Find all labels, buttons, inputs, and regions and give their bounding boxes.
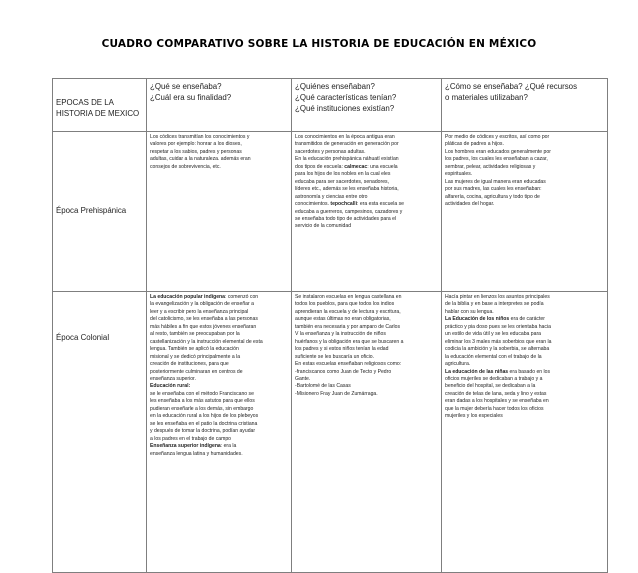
cell-line: Los hombres eran educados generalmente por (445, 148, 551, 155)
cell-line: Gante. (295, 375, 311, 382)
cell-line: hablar con su lengua. (445, 308, 494, 315)
what-cell (147, 292, 292, 573)
header-what-line: ¿Qué se enseñaba? (150, 82, 222, 91)
cell-line: se enseñaba todo tipo de actividades para el (295, 215, 397, 222)
cell-line: educaba para ser sacerdotes, senadores, (295, 178, 390, 185)
cell-line: Los códices transmitían los conocimientos y (150, 134, 250, 140)
cell-line: castellanización y la instrucción elemental de esta (150, 338, 263, 345)
cell-line: se le enseñaba con el método Franciscano se (150, 390, 254, 397)
cell-line: transmitidos de generación en generación por (295, 141, 399, 148)
cell-line: La educación popular indígena: comenzó con (150, 294, 259, 300)
cell-line: sembrar, pelear, actividades religiosas y (445, 163, 536, 170)
cell-line: -franciscanos como Juan de Tecto y Pedro (295, 368, 392, 375)
cell-line: les enseñaba a los más astutos para que ellos (150, 398, 255, 405)
cell-line: Por medio de códices y escritos, así como por (445, 134, 550, 140)
cell-line: Enseñanza superior indígena: era la (150, 443, 237, 450)
cell-line: suficiente se les buscaría un oficio. (295, 353, 374, 360)
header-who-line: ¿Qué características tenían? (295, 93, 397, 102)
cell-line: eliminar los 3 males más soberbios que eran la (445, 338, 552, 345)
cell-line: aunque estas últimas no eran obligatorias, (295, 316, 391, 323)
cell-line: líderes etc., además se les enseñaba historia, (295, 186, 399, 193)
cell-line: los padres, los cuales les enseñaban a cazar, (445, 156, 548, 163)
cell-line: Se instalaron escuelas en lengua castellana en (295, 294, 402, 300)
header-who (292, 79, 442, 132)
cell-line: Educación rural: (150, 383, 191, 390)
what-cell (147, 132, 292, 292)
cell-line: consejos de sobrevivencia, etc. (150, 163, 221, 170)
cell-line: actividades del hogar. (445, 201, 495, 208)
cell-line: educaba a guerreros, campesinos, cazadores y (295, 208, 403, 215)
cell-line: enseñanza superior. (150, 375, 196, 382)
cell-line: la educación elemental con el trabajo de la (445, 353, 542, 360)
cell-line: conocimientos. tepochcalli: era esta escuela se (295, 201, 405, 208)
cell-line: La Educación de los niños era de carácter (445, 316, 545, 323)
cell-line: Hacía pintar en lienzos los asuntos principales (445, 294, 550, 300)
table-row (53, 292, 608, 573)
how-cell (442, 132, 608, 292)
header-how-line: o materiales utilizaban? (445, 93, 528, 102)
cell-line: -Bartolomé de las Casas (295, 383, 351, 390)
cell-line: enseñanza lengua latina y humanidades. (150, 450, 243, 457)
comparison-table (52, 78, 608, 573)
who-cell (292, 292, 442, 573)
cell-line: se les enseñaba en el patio la doctrina cristiana (150, 420, 258, 427)
cell-line: Las mujeres de igual manera eran educadas (445, 178, 546, 185)
cell-line: misional y se dedicó principalmente a la (150, 353, 241, 360)
cell-line: astronomía y ciencias entre otro (295, 193, 368, 200)
cell-line: y después de tomar la doctrina, podían ayudar (150, 428, 256, 435)
how-cell (442, 292, 608, 573)
cell-line: por sus madres, las cuales les enseñaban: (445, 186, 542, 193)
cell-line: servicio de la comunidad (295, 223, 352, 230)
cell-line: también era necesaria y por amparo de Carlos (295, 323, 401, 330)
cell-line: creación de telas de lana, seda y lino y estas (445, 390, 547, 397)
cell-line: los padres y si estos niños tenían la edad (295, 346, 389, 353)
cell-line: lengua. También se aplicó la educación (150, 346, 239, 353)
cell-line: dos tipos de escuela: calmecac: una escuela (295, 163, 398, 170)
header-epochs-line: EPOCAS DE LA (56, 98, 114, 107)
header-what-line: ¿Cuál era su finalidad? (150, 93, 232, 102)
cell-line: aprendieran la escuela y de lectura y escritura, (295, 308, 401, 315)
epoch-cell: Época Colonial (53, 292, 147, 573)
cell-line: en la educación rural a los hijos de los plebeyos (150, 413, 259, 420)
cell-line: agricultura. (445, 361, 471, 368)
cell-line: un estilo de vida útil y se les educaba para (445, 331, 541, 338)
document-title: CUADRO COMPARATIVO SOBRE LA HISTORIA DE EDUCACIÓN EN MÉXICO (101, 38, 537, 50)
cell-line: que la mujer debería hacer todos los oficios (445, 405, 544, 412)
cell-line: huérfanos y la obligación era que se buscaren a (295, 338, 404, 345)
header-how (442, 79, 608, 132)
header-how-line: ¿Cómo se enseñaba? ¿Qué recursos (445, 82, 578, 91)
header-epochs (53, 79, 147, 132)
cell-line: V la enseñanza y la instrucción de niños (295, 331, 386, 338)
table-row (53, 132, 608, 292)
cell-line: más hábiles a fin que estos jóvenes enseñaran (150, 323, 257, 330)
cell-line: todos los pueblos, para que todos los indios (295, 301, 395, 308)
cell-line: la evangelización y la obligación de enseñar a (150, 301, 254, 308)
cell-line: sacerdotes y personas adultas. (295, 148, 366, 155)
header-what (147, 79, 292, 132)
cell-line: creación de instituciones, para que (150, 361, 229, 368)
cell-line: -Misionero Fray Juan de Zumárraga. (295, 390, 378, 397)
header-who-line: ¿Quiénes enseñaban? (295, 82, 375, 91)
cell-line: espirituales. (445, 171, 473, 178)
cell-line: mujeriles y los especiales (445, 413, 503, 420)
cell-line: al resto, también se preocupaban por la (150, 331, 240, 338)
header-epochs-line: HISTORIA DE MEXICO (56, 109, 140, 118)
cell-line: valores por ejemplo: honrar a los dioses, (150, 141, 242, 148)
cell-line: para los hijos de los nobles en la cual eles (295, 171, 391, 178)
cell-line: del catolicismo, se les enseñaba a las personas (150, 316, 258, 323)
cell-line: posteriormente culminaran en centros de (150, 368, 243, 375)
cell-line: alfarería, cocina, agricultura y todo tipo de (445, 193, 540, 200)
cell-line: de la biblia y en base a interpretes se podía (445, 301, 544, 308)
cell-line: En la educación prehispánica náhuatl existían (295, 156, 399, 163)
cell-line: pláticas de padres a hijos. (445, 141, 504, 148)
cell-line: La educación de las niñas era basado en los (445, 368, 551, 375)
cell-line: oficios mujeriles se dedicaban a trabajo y a (445, 375, 543, 382)
cell-line: En estas escuelas enseñaban religiosos como: (295, 361, 402, 368)
cell-line: respetar a los sabios, padres y personas (150, 148, 242, 155)
cell-line: beneficio del hospital, se dedicaban a la (445, 383, 536, 390)
epoch-cell: Época Prehispánica (53, 132, 147, 292)
cell-line: codicia la ambición y la soberbia, se alternaba (445, 346, 550, 353)
who-cell (292, 132, 442, 292)
cell-line: Los conocimientos en la época antigua eran (295, 134, 395, 140)
cell-line: a los padres en el trabajo de campo (150, 435, 231, 442)
cell-line: práctico y pia doso pues se les orientaba hacia (445, 323, 551, 330)
header-row (53, 79, 608, 132)
header-who-line: ¿Qué instituciones existían? (295, 104, 395, 113)
cell-line: adultas, cuidar a la naturaleza. además eran (150, 156, 251, 163)
cell-line: leer y a escribir pero la enseñanza principal (150, 308, 249, 315)
cell-line: pudieran enseñarle a los demás, sin embargo (150, 405, 254, 412)
cell-line: eran dadas a los hospitales y se enseñaba en (445, 398, 549, 405)
